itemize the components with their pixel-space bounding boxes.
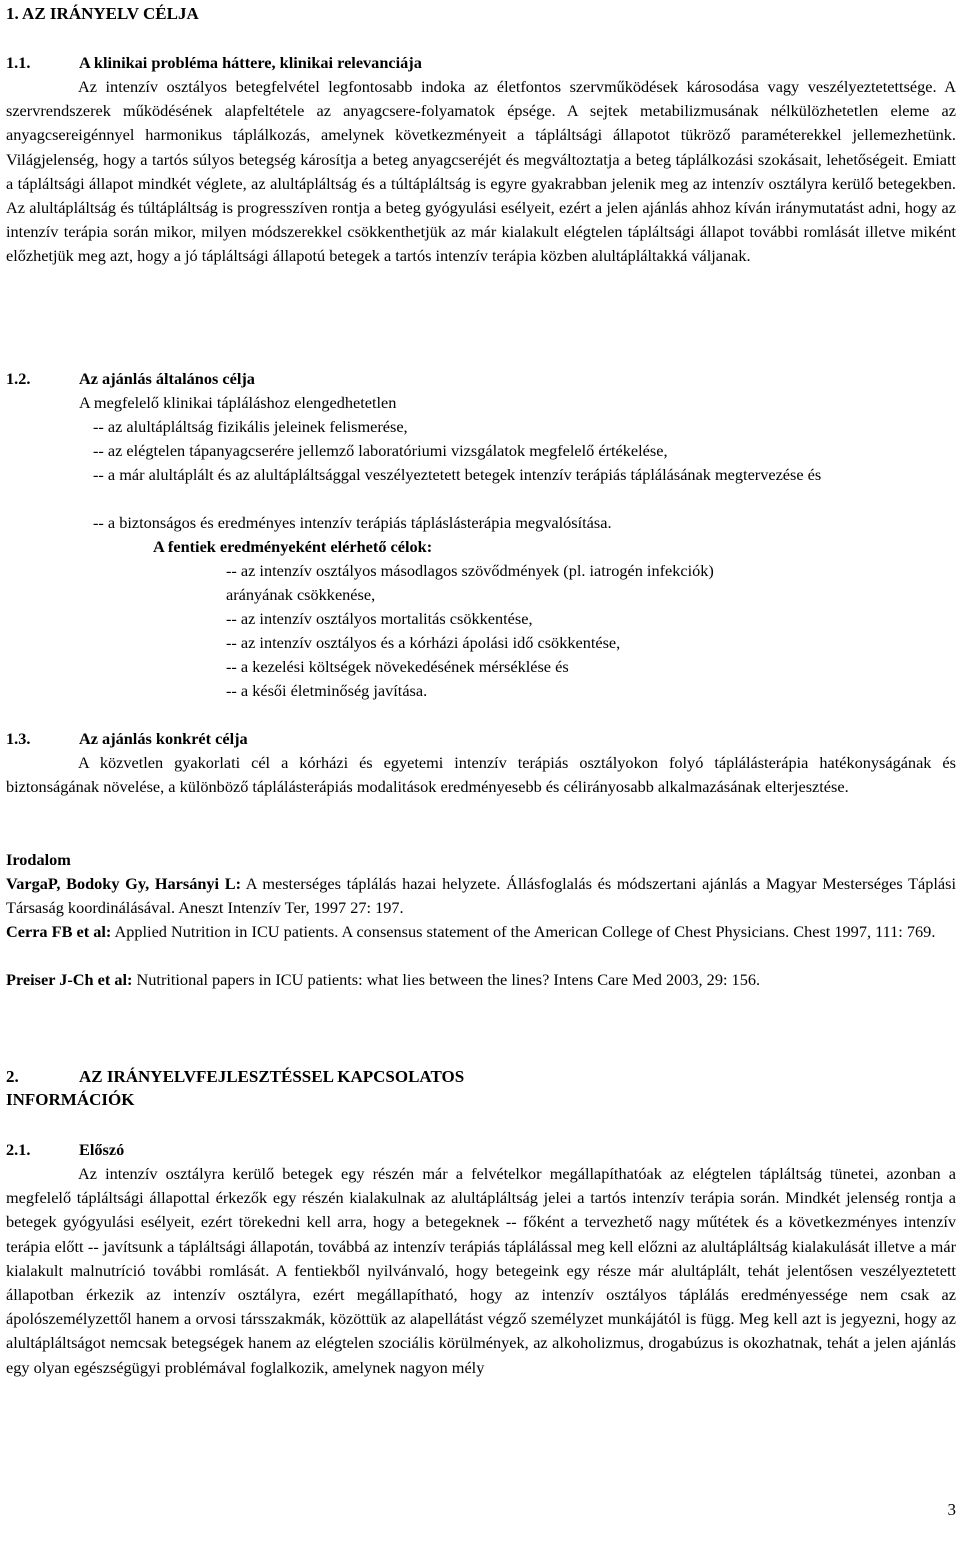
section-1-1-title: A klinikai probléma háttere, klinikai relevanciája [79,53,422,72]
references-title: Irodalom [6,850,71,869]
reference-authors: Cerra FB et al: [6,922,112,941]
section-1-2-number: 1.2. [6,369,31,388]
section-2-1-number: 2.1. [6,1140,31,1159]
reference-item [6,872,956,920]
goal-item: -- az intenzív osztályos másodlagos szövődmények (pl. iatrogén infekciók) arányának csökkenése, [226,561,714,605]
goals-title: A fentiek eredményeként elérhető célok: [153,537,433,556]
goal-item: -- a késői életminőség javítása. [226,681,428,700]
goal-item: -- az intenzív osztályos mortalitás csökkentése, [226,609,533,628]
list-item: -- az elégtelen tápanyagcserére jellemző laboratóriumi vizsgálatok megfelelő értékelése, [93,441,668,460]
section-1-3-title: Az ajánlás konkrét célja [79,729,248,748]
reference-authors: Preiser J-Ch et al: [6,970,133,989]
section-2-1-title: Előszó [79,1140,125,1159]
list-item: -- az alultápláltság fizikális jeleinek felismerése, [93,417,408,436]
section-2-title-line1: AZ IRÁNYELVFEJLESZTÉSSEL KAPCSOLATOS [79,1067,465,1086]
section-2-title-line2: INFORMÁCIÓK [6,1090,135,1109]
section-2-1-body: Az intenzív osztályra kerülő betegek egy részén már a felvételkor megállapíthatóak az elégtelen tápláltság tünetei, azonban a megfelelő tápláltsági állapottal érkezők egy részén kialakulnak az alultápláltság jelei a tartós intenzív terápia során. Mindkét jelenség rontja a betegek gyógyulási esélyeit, ezért törekedni kell arra, hogy a betegeknek -- főként a tervezhető nagy műtétek és a következményes intenzív terápia előtt -- javítsunk a tápláltsági állapotán, továbbá az intenzív terápiás táplálással meg kell előzni az alultápláltság kialakulását illetve a már kialakult malnutríció további romlását. A fentiekből nyilvánvaló, hogy betegeink egy része már alultáplált, tehát jelentősen veszélyeztetett állapotban érkezik az intenzív osztályra, ezért megállapítható, hogy az intenzív osztályos táplálás eredményessége nem csak az ápolószemélyzettől hanem a orvosi társszakmák, közöttük az alapellátást végző személyzet munkájától is függ. Meg kell azt is jegyezni, hogy az alultápláltságot nemcsak betegségek hanem az elégtelen szociális körülmények, az alkoholizmus, drogabúzus is okozhatnak, tehát a jelen ajánlás egy olyan egészségügyi problémával foglalkozik, amelynek nagyon mély [6,1164,956,1377]
section-1-3-number: 1.3. [6,729,31,748]
reference-text: A mesterséges táplálás hazai helyzete. Állásfoglalás és módszertani ajánlás a Magyar Mesterséges Táplási Társaság koordinálásával. Aneszt Intenzív Ter, 1997 27: 197. [6,874,956,918]
section-1-1-body: Az intenzív osztályos betegfelvétel legfontosabb indoka az életfontos szervműködések károsodása vagy veszélyeztetettsége. A szervrendszerek működésének alapfeltétele az anyagcsere-folyamatok épsége. A sejtek metabilizmusának nélkülözhetetlen eleme az anyagcsereigénnyel harmonikus táplálkozás, amelynek következményeit a tápláltsági állapotot tükröző paraméterekkel jellemezhetünk. Világjelenség, hogy a tartós súlyos betegség károsítja a beteg anyagcseréjét és megváltoztatja a beteg táplálkozási szokásait, lehetőségeit. Emiatt a tápláltsági állapot mindkét véglete, az alultápláltság és a túltápláltság is egyre gyakrabban jelenik meg az intenzív osztályra kerülő betegekben. Az alultápláltság és túltápláltság is progresszíven rontja a beteg gyógyulási esélyeit, ezért a jelen ajánlás ahhoz kíván iránymutatást adni, hogy az intenzív terápia során mikor, milyen módszerekkel csökkenthetjük az már kialakult elégtelen tápláltsági állapot további romlását illetve miként előzhetjük meg azt, hogy a jó tápláltsági állapotú betegek a tartós intenzív terápia közben alultápláltakká váljanak. [6,77,956,266]
reference-text: Nutritional papers in ICU patients: what lies between the lines? Intens Care Med 2003, 29: 156. [132,970,761,989]
reference-item [6,968,956,992]
section-1-3-body: A közvetlen gyakorlati cél a kórházi és egyetemi intenzív terápiás osztályokon folyó táplálásterápia hatékonyságának és biztonságának növelése, a különböző táplálásterápiás modalitások eredményesebb és célirányosabb alkalmazásának elterjesztése. [6,753,956,797]
goal-item: -- az intenzív osztályos és a kórházi ápolási idő csökkentése, [226,633,621,652]
reference-item [6,920,956,944]
goal-item: -- a kezelési költségek növekedésének mérséklése és [226,657,569,676]
section-1-1-number: 1.1. [6,53,31,72]
section-2-number: 2. [6,1067,19,1086]
list-item: -- a biztonságos és eredményes intenzív terápiás tápláslásterápia megvalósítása. [93,513,612,532]
reference-authors: VargaP, Bodoky Gy, Harsányi L: [6,874,242,893]
reference-text: Applied Nutrition in ICU patients. A consensus statement of the American College of Chest Physicians. Chest 1997, 111: 769. [111,922,936,941]
page-number: 3 [947,1500,956,1519]
section-1-2-intro: A megfelelő klinikai tápláláshoz elengedhetetlen [79,393,397,412]
section-1-2-title: Az ajánlás általános célja [79,369,255,388]
list-item: -- a már alultáplált és az alultápláltsággal veszélyeztetett betegek intenzív terápiás táplálásának megtervezése és [93,465,822,484]
section-1-title: 1. AZ IRÁNYELV CÉLJA [6,4,199,23]
